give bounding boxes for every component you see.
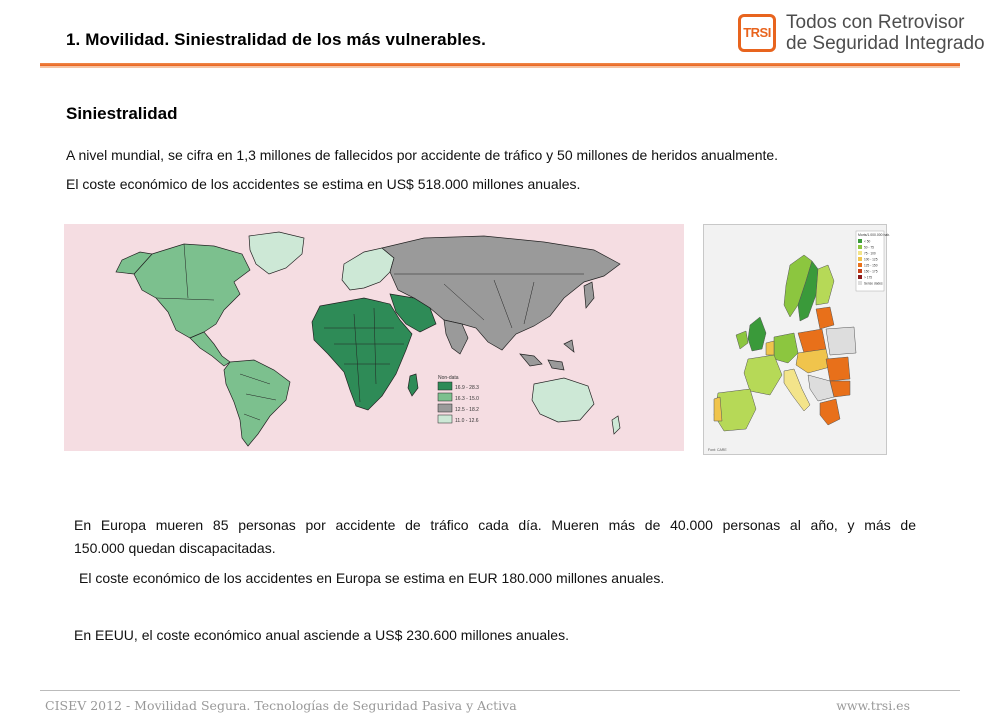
europe-legend-label-1: < 50 [864,239,871,244]
romania-shape [826,357,850,381]
europe-legend-label-4: 100 - 125 [864,257,878,262]
page-title: 1. Movilidad. Siniestralidad de los más vulnerables. [66,30,486,49]
section-title: Siniestralidad [66,104,178,123]
europe-paragraph-2: El coste económico de los accidentes en Europa se estima en EUR 180.000 millones anuales. [79,570,665,586]
ukraine-shape [826,327,856,355]
europe-legend-swatch-4 [858,257,862,261]
southeast-asia-islands [520,340,574,370]
world-map-legend [438,375,479,424]
europe-map-image [703,224,891,455]
europe-legend-swatch-6 [858,269,862,273]
world-legend-swatch-4 [438,415,452,423]
europe-paragraph-1-continued: 150.000 quedan discapacitadas. [74,540,276,556]
japan-shape [584,282,594,308]
europe-legend-swatch-1 [858,239,862,243]
europe-legend-label-3: 75 - 100 [864,251,876,256]
benelux-shape [766,341,774,355]
europe-paragraph-1: En Europa mueren 85 personas por accidente de tráfico cada día. Mueren más de 40.000 personas al año, y más de [74,517,916,533]
usa-paragraph: En EEUU, el coste económico anual asciende a US$ 230.600 millones anuales. [74,627,569,643]
world-legend-swatch-1 [438,382,452,390]
europe-legend-swatch-8 [858,281,862,285]
world-legend-label-4: 11.0 - 12.6 [455,418,479,424]
north-america-shape [134,244,250,338]
india-shape [444,320,468,354]
world-legend-swatch-3 [438,404,452,412]
south-america-shape [224,360,290,446]
logo-tagline-line1: Todos con Retrovisor [786,12,965,33]
logo-tagline-line2: de Seguridad Integrado [786,33,985,54]
europe-legend-label-8: Sense dades [864,281,883,286]
world-legend-label-3: 12.5 - 18.2 [455,407,479,413]
europe-legend-swatch-2 [858,245,862,249]
europe-legend-swatch-5 [858,263,862,267]
trsi-logo[interactable] [738,12,985,56]
world-legend-title: Non-data [438,375,459,381]
intro-paragraph-1: A nivel mundial, se cifra en 1,3 millones de fallecidos por accidente de tráfico y 50 millones de heridos anualmente. [66,147,779,163]
europe-legend-label-5: 125 - 150 [864,263,878,268]
world-legend-swatch-2 [438,393,452,401]
world-legend-label-2: 16.3 - 15.0 [455,396,479,402]
europe-legend-label-2: 50 - 75 [864,245,874,250]
trsi-logo-mark-text: TRSI [743,25,771,40]
europe-legend-swatch-7 [858,275,862,279]
europe-legend-title: Morts/1.000.000 hab. [858,233,891,237]
central-america-shape [190,332,230,366]
greenland-shape [249,232,304,274]
europe-map-source: Font: CARE [708,448,727,452]
europe-map-svg [704,225,891,454]
header-divider-shadow [40,66,960,68]
footer-conference-text: CISEV 2012 - Movilidad Segura. Tecnologías de Seguridad Pasiva y Activa [45,698,517,713]
europe-shape [342,248,394,290]
footer-divider [40,690,960,691]
australia-shape [532,378,594,422]
europe-legend-label-7: > 175 [864,275,873,280]
intro-paragraph-2: El coste económico de los accidentes se estima en US$ 518.000 millones anuales. [66,176,581,192]
trsi-logo-mark [738,14,776,52]
europe-legend-label-6: 150 - 175 [864,269,878,274]
madagascar-shape [408,374,418,396]
new-zealand-shape [612,416,620,434]
world-map-image [64,224,684,451]
europe-legend-swatch-3 [858,251,862,255]
world-map-svg [64,224,684,451]
footer-website-link[interactable]: www.trsi.es [836,698,910,713]
africa-shape [312,298,412,410]
world-legend-label-1: 16.9 - 28.3 [455,385,479,391]
